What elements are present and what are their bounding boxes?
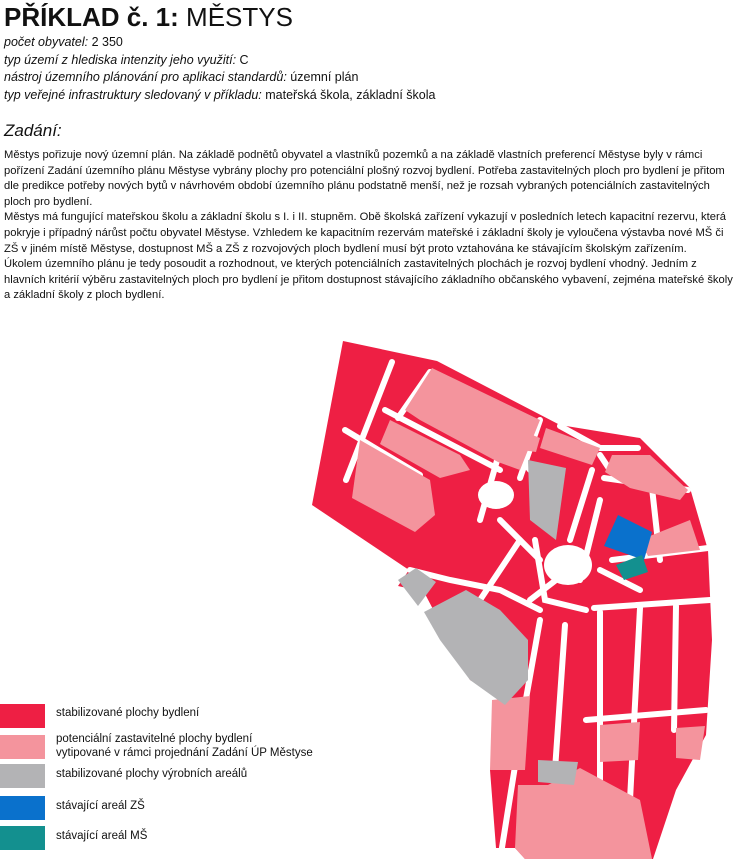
title-name: MĚSTYS	[186, 2, 293, 32]
meta-row-intensity: typ území z hlediska intenzity jeho využití: C	[4, 52, 249, 67]
assignment-text	[4, 148, 734, 304]
legend-label: stávající areál ZŠ	[56, 800, 145, 812]
legend-label-line2: vytipované v rámci projednání Zadání ÚP Městyse	[56, 747, 313, 759]
assignment-paragraph: Úkolem územního plánu je tedy posoudit a rozhodnout, ve kterých potenciálních zastavitelných plochách je rozvoj bydlení vhodný. Jedním z hlavních kritérií výběru zastavitelných ploch pro bydlení je přitom dostupnost stávajícího základního občanského vybavení, zejména mateřské školy a základní školy z ploch bydlení.	[4, 258, 733, 302]
assignment-paragraph: Městys pořizuje nový územní plán. Na základě podnětů obyvatel a vlastníků pozemků a na základě vlastních preferencí Městyse byly v rámci pořízení Zadání územního plánu Městyse vybrány plochy pro potenciální plošný rozvoj bydlení. Potřeba zastavitelných ploch pro bydlení je přitom dle predikce potřeby nových bytů v návrhovém období územního plánu podstatně menší, než je rozsah vybraných potenciálních zastavitelných ploch pro bydlení.	[4, 149, 725, 208]
teal-swatch	[0, 826, 45, 850]
title-label: PŘÍKLAD č. 1:	[4, 2, 179, 32]
meta-row-population: počet obyvatel: 2 350	[4, 35, 123, 49]
legend-item-ms	[0, 824, 380, 854]
page-title	[4, 2, 293, 32]
red-swatch	[0, 704, 45, 728]
potential-area-south-1	[490, 696, 530, 770]
legend-label: stabilizované plochy bydlení	[56, 707, 200, 719]
gray-swatch	[0, 764, 45, 788]
meta-row-tool: nástroj územního plánování pro aplikaci standardů: územní plán	[4, 70, 359, 84]
legend-item-zs	[0, 794, 380, 824]
blue-swatch	[0, 796, 45, 820]
pink-swatch	[0, 735, 45, 759]
meta-row-infrastructure: typ veřejné infrastruktury sledovaný v příkladu: mateřská škola, základní škola	[4, 87, 436, 102]
potential-area-south-2	[600, 722, 640, 762]
legend-item-stabilized-housing	[0, 700, 380, 730]
legend-label: stabilizované plochy výrobních areálů	[56, 768, 248, 780]
legend-item-potential-housing	[0, 732, 380, 762]
legend-label: potenciální zastavitelné plochy bydlení	[56, 733, 253, 745]
potential-area-south-3	[676, 726, 705, 760]
road-junction	[478, 481, 514, 509]
assignment-heading: Zadání:	[4, 121, 62, 140]
legend-item-industrial	[0, 762, 380, 792]
legend-label: stávající areál MŠ	[56, 830, 148, 842]
meta-info	[4, 34, 435, 104]
assignment-paragraph: Městys má fungující mateřskou školu a základní školu s I. i II. stupněm. Obě školská zařízení vykazují v posledních letech kapacitní rezervu, která pokryje i případný nárůst počtu obyvatel Městyse. Vzhledem ke kapacitním rezervám mateřské i základní školy je vyloučena výstavba nové MŠ či ZŠ v jiném místě Městyse, dostupnost MŠ a ZŠ z rozvojových ploch bydlení musí být proto vztahována ke stávajícím školským zařízením.	[4, 211, 726, 255]
industrial-area-south	[538, 760, 578, 785]
town-square	[544, 545, 592, 585]
